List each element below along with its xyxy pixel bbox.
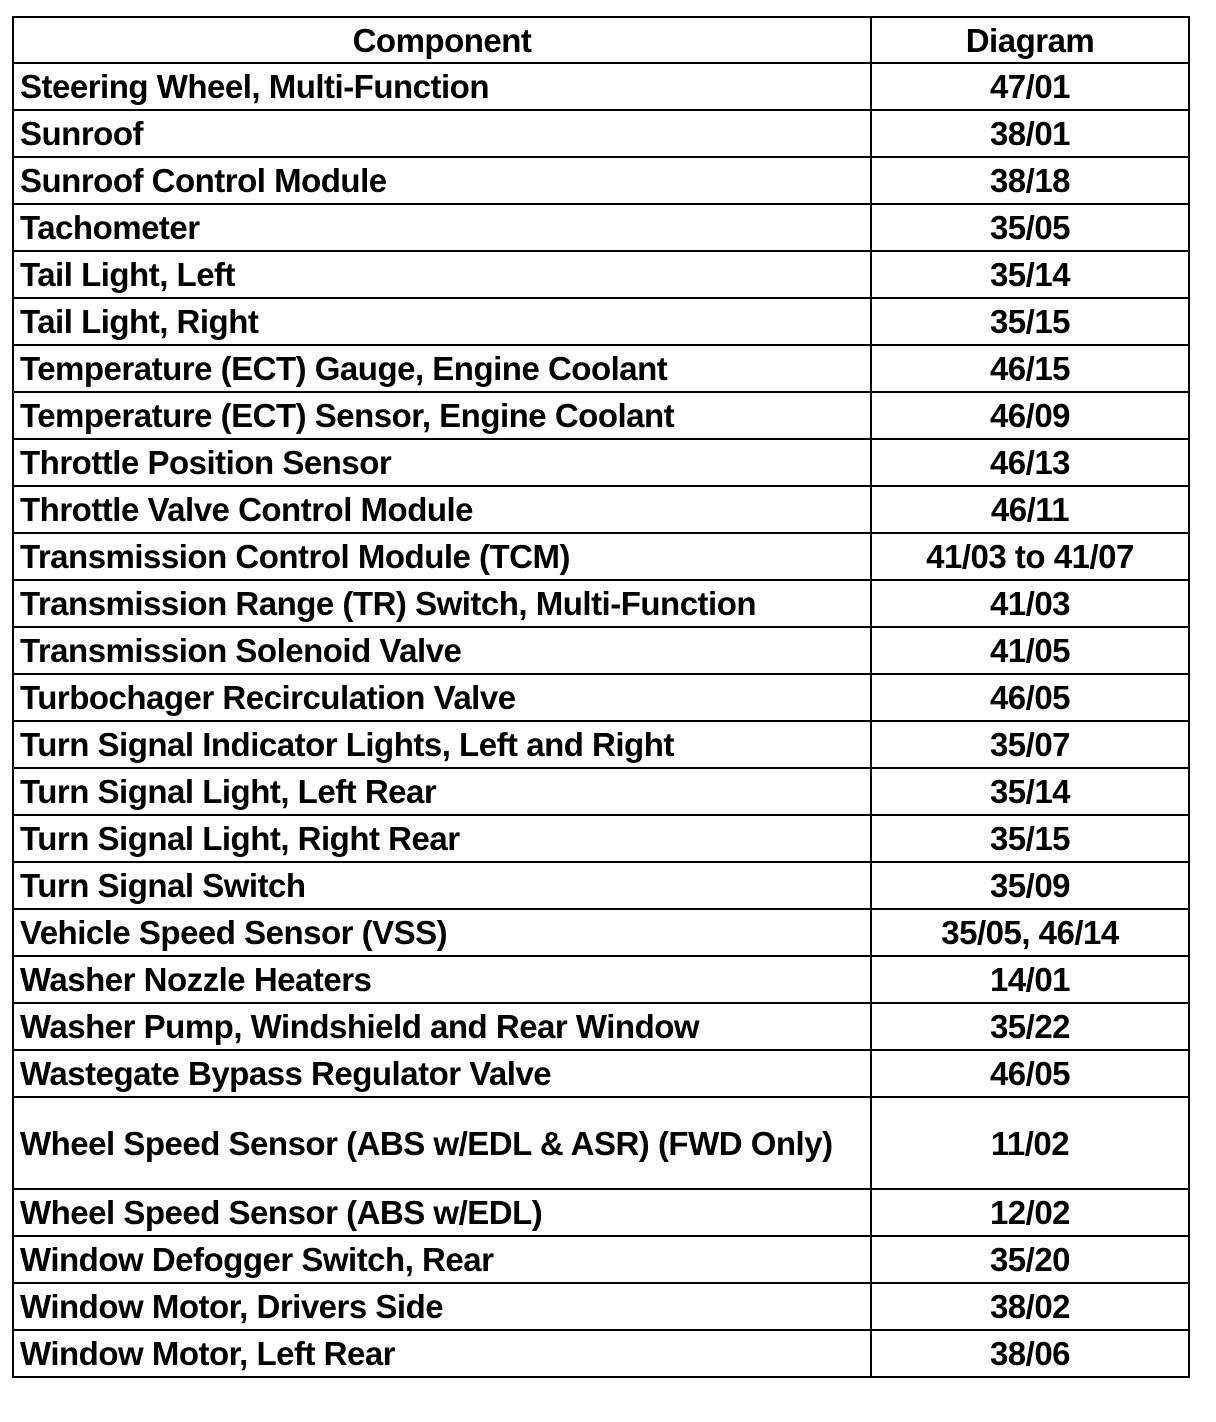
diagram-cell: 38/01 xyxy=(871,110,1189,157)
diagram-cell: 41/03 xyxy=(871,580,1189,627)
table-row xyxy=(13,486,1189,533)
diagram-cell: 35/15 xyxy=(871,815,1189,862)
table-row xyxy=(13,580,1189,627)
component-cell: Sunroof xyxy=(13,110,871,157)
diagram-cell: 35/15 xyxy=(871,298,1189,345)
diagram-cell: 35/09 xyxy=(871,862,1189,909)
diagram-cell: 35/07 xyxy=(871,721,1189,768)
component-cell: Window Defogger Switch, Rear xyxy=(13,1236,871,1283)
diagram-cell: 41/03 to 41/07 xyxy=(871,533,1189,580)
diagram-cell: 12/02 xyxy=(871,1189,1189,1236)
table-body xyxy=(13,63,1189,1377)
component-cell: Temperature (ECT) Sensor, Engine Coolant xyxy=(13,392,871,439)
diagram-cell: 38/18 xyxy=(871,157,1189,204)
component-cell: Washer Nozzle Heaters xyxy=(13,956,871,1003)
table-row xyxy=(13,721,1189,768)
component-cell: Sunroof Control Module xyxy=(13,157,871,204)
component-cell: Tail Light, Left xyxy=(13,251,871,298)
table-row xyxy=(13,1330,1189,1377)
diagram-cell: 35/05, 46/14 xyxy=(871,909,1189,956)
diagram-cell: 47/01 xyxy=(871,63,1189,110)
component-cell: Transmission Solenoid Valve xyxy=(13,627,871,674)
component-cell: Tachometer xyxy=(13,204,871,251)
component-cell: Turbochager Recirculation Valve xyxy=(13,674,871,721)
component-cell: Window Motor, Left Rear xyxy=(13,1330,871,1377)
table-row xyxy=(13,533,1189,580)
diagram-cell: 46/05 xyxy=(871,674,1189,721)
component-cell: Transmission Range (TR) Switch, Multi-Function xyxy=(13,580,871,627)
table-row xyxy=(13,204,1189,251)
table-row xyxy=(13,392,1189,439)
component-cell: Throttle Valve Control Module xyxy=(13,486,871,533)
table-row xyxy=(13,815,1189,862)
header-diagram: Diagram xyxy=(871,17,1189,63)
component-cell: Wastegate Bypass Regulator Valve xyxy=(13,1050,871,1097)
diagram-cell: 41/05 xyxy=(871,627,1189,674)
table-row xyxy=(13,862,1189,909)
table-row xyxy=(13,110,1189,157)
component-cell: Steering Wheel, Multi-Function xyxy=(13,63,871,110)
diagram-cell: 35/05 xyxy=(871,204,1189,251)
component-cell: Turn Signal Switch xyxy=(13,862,871,909)
table-row xyxy=(13,1050,1189,1097)
diagram-cell: 35/22 xyxy=(871,1003,1189,1050)
diagram-cell: 35/14 xyxy=(871,768,1189,815)
diagram-cell: 35/14 xyxy=(871,251,1189,298)
component-cell: Throttle Position Sensor xyxy=(13,439,871,486)
component-diagram-table-container xyxy=(12,16,1188,1378)
diagram-cell: 11/02 xyxy=(871,1097,1189,1189)
component-diagram-table xyxy=(12,16,1190,1378)
diagram-cell: 35/20 xyxy=(871,1236,1189,1283)
table-row xyxy=(13,439,1189,486)
table-row xyxy=(13,674,1189,721)
diagram-cell: 46/15 xyxy=(871,345,1189,392)
table-row xyxy=(13,1236,1189,1283)
component-cell: Washer Pump, Windshield and Rear Window xyxy=(13,1003,871,1050)
diagram-cell: 46/09 xyxy=(871,392,1189,439)
diagram-cell: 38/06 xyxy=(871,1330,1189,1377)
component-cell: Wheel Speed Sensor (ABS w/EDL & ASR) (FWD Only) xyxy=(13,1097,871,1189)
table-row xyxy=(13,251,1189,298)
table-row xyxy=(13,1003,1189,1050)
component-cell: Temperature (ECT) Gauge, Engine Coolant xyxy=(13,345,871,392)
diagram-cell: 46/11 xyxy=(871,486,1189,533)
component-cell: Tail Light, Right xyxy=(13,298,871,345)
header-component: Component xyxy=(13,17,871,63)
diagram-cell: 46/13 xyxy=(871,439,1189,486)
table-row xyxy=(13,627,1189,674)
table-row xyxy=(13,1097,1189,1189)
table-header-row xyxy=(13,17,1189,63)
table-row xyxy=(13,956,1189,1003)
component-cell: Turn Signal Light, Right Rear xyxy=(13,815,871,862)
table-row xyxy=(13,1283,1189,1330)
diagram-cell: 38/02 xyxy=(871,1283,1189,1330)
component-cell: Turn Signal Indicator Lights, Left and Right xyxy=(13,721,871,768)
table-row xyxy=(13,157,1189,204)
component-cell: Wheel Speed Sensor (ABS w/EDL) xyxy=(13,1189,871,1236)
table-row xyxy=(13,1189,1189,1236)
component-cell: Vehicle Speed Sensor (VSS) xyxy=(13,909,871,956)
table-row xyxy=(13,345,1189,392)
diagram-cell: 14/01 xyxy=(871,956,1189,1003)
diagram-cell: 46/05 xyxy=(871,1050,1189,1097)
component-cell: Transmission Control Module (TCM) xyxy=(13,533,871,580)
table-row xyxy=(13,63,1189,110)
table-row xyxy=(13,909,1189,956)
component-cell: Window Motor, Drivers Side xyxy=(13,1283,871,1330)
component-cell: Turn Signal Light, Left Rear xyxy=(13,768,871,815)
table-row xyxy=(13,768,1189,815)
table-row xyxy=(13,298,1189,345)
